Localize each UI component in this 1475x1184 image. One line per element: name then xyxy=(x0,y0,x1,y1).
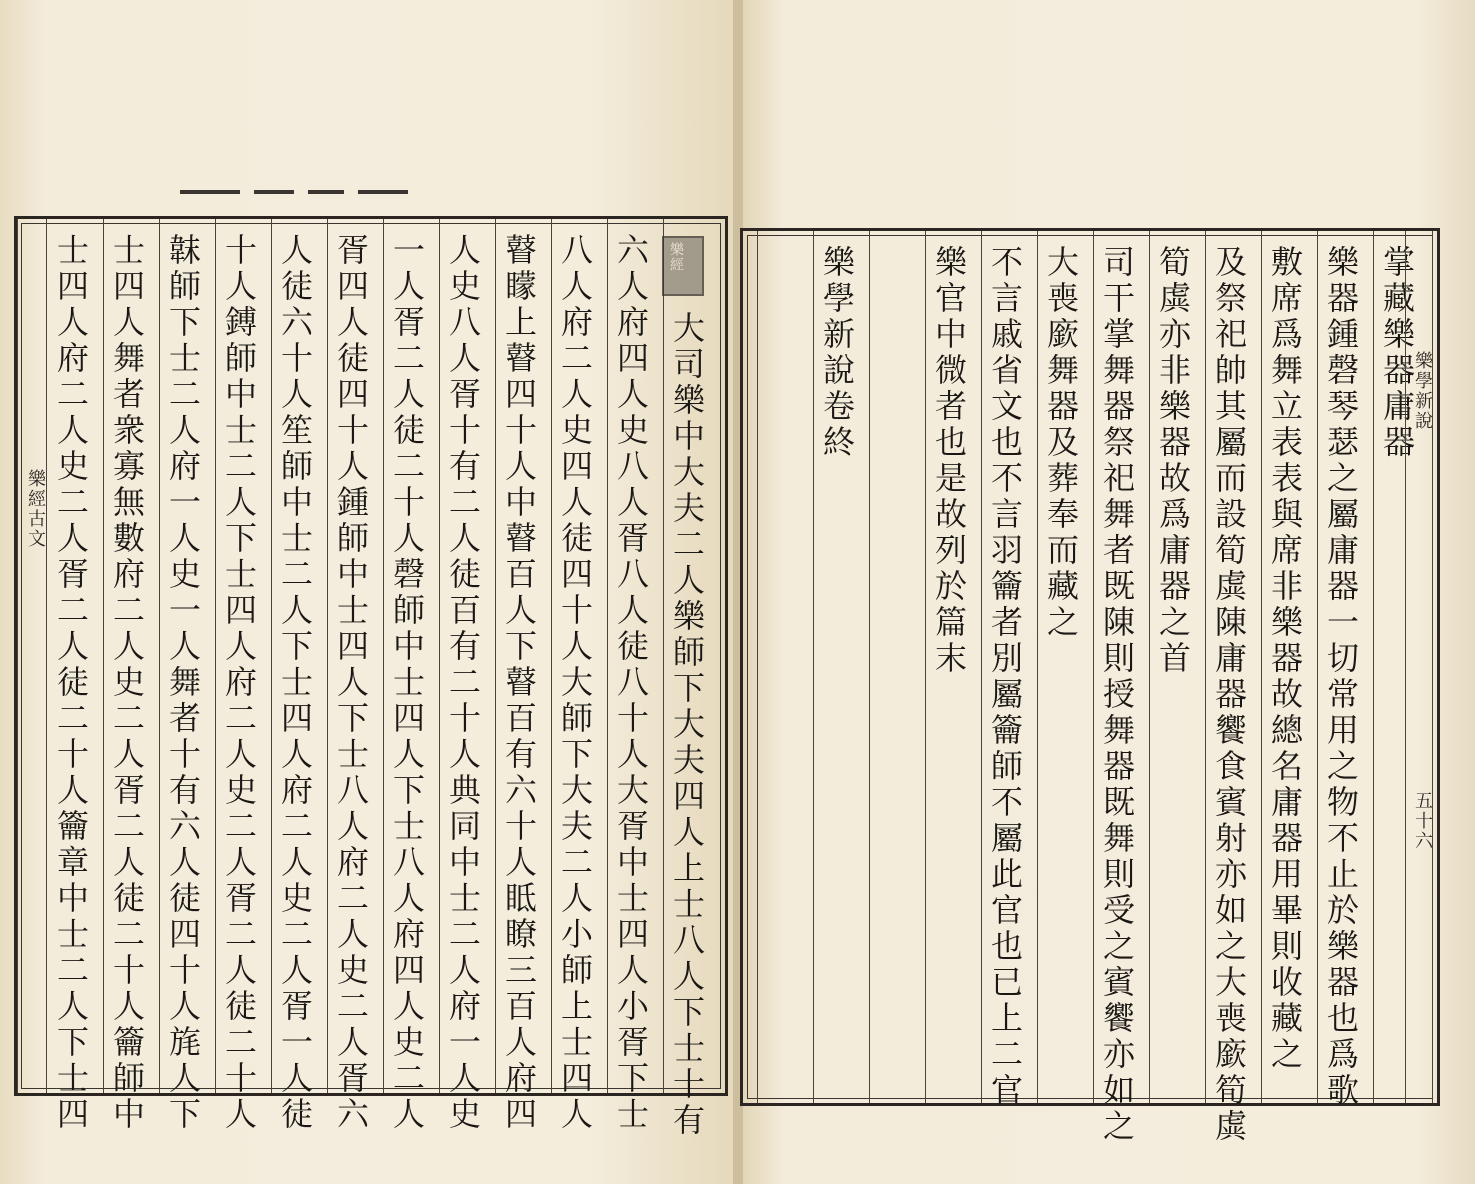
library-seal-stamp: 樂經 xyxy=(662,236,704,296)
column-rule xyxy=(1149,231,1150,1103)
column-rule xyxy=(159,219,160,1093)
right-column-8: 不言戚省文也不言羽籥者別屬籥師不屬此官也已上二官 xyxy=(986,245,1024,1109)
column-rule xyxy=(607,219,608,1093)
left-column-2: 六人府四人史八人胥八人徒八十人大胥中士四人小胥下士 xyxy=(612,233,650,1133)
column-rule xyxy=(495,219,496,1093)
column-rule xyxy=(327,219,328,1093)
left-column-11: 士四人舞者衆寡無數府二人史二人胥二人徒二十人籥師中 xyxy=(108,233,146,1133)
column-rule xyxy=(1317,231,1318,1103)
column-rule xyxy=(383,219,384,1093)
column-rule xyxy=(981,231,982,1103)
left-column-5: 人史八人胥十有二人徒百有二十人典同中士二人府一人史 xyxy=(444,233,482,1133)
column-rule xyxy=(1093,231,1094,1103)
left-column-9: 十人鎛師中士二人下士四人府二人史二人胥二人徒二十人 xyxy=(220,233,258,1133)
left-column-7: 胥四人徒四十人鍾師中士四人下士八人府二人史二人胥六 xyxy=(332,233,370,1133)
right-fold-page-number: 五十六 xyxy=(1412,791,1433,851)
right-text-frame xyxy=(740,228,1440,1145)
column-rule xyxy=(439,219,440,1093)
right-column-9: 樂官中微者也是故列於篇末 xyxy=(930,245,968,677)
column-rule xyxy=(757,231,758,1103)
right-column-5: 筍虡亦非樂器故爲庸器之首 xyxy=(1154,245,1192,677)
left-fold-label: 樂經古文 xyxy=(25,469,46,549)
left-column-8: 人徒六十人笙師中士二人下士四人府二人史二人胥一人徒 xyxy=(276,233,314,1133)
left-column-1: 大司樂中大夫二人樂師下大夫四人上士八人下士十有 xyxy=(668,311,706,1139)
column-rule xyxy=(215,219,216,1093)
column-rule xyxy=(813,231,814,1103)
left-text-frame xyxy=(14,216,728,1139)
right-column-3: 敷席爲舞立表表與席非樂器故總名庸器用畢則收藏之 xyxy=(1266,245,1304,1073)
left-fold-strip xyxy=(17,219,47,1093)
column-rule xyxy=(869,231,870,1103)
left-column-12: 士四人府二人史二人胥二人徒二十人籥章中士二人下士四 xyxy=(52,233,90,1133)
right-fold-label: 樂學新說 xyxy=(1412,351,1433,431)
left-column-3: 八人府二人史四人徒四十人大師下大夫二人小師上士四人 xyxy=(556,233,594,1133)
left-column-6: 一人胥二人徒二十人磬師中士四人下士八人府四人史二人 xyxy=(388,233,426,1133)
right-column-7: 大喪廞舞器及葬奉而藏之 xyxy=(1042,245,1080,641)
right-column-1: 掌藏樂器庸器 xyxy=(1378,245,1416,461)
column-rule xyxy=(1205,231,1206,1103)
column-rule xyxy=(1261,231,1262,1103)
top-ink-marks xyxy=(180,181,480,191)
column-rule xyxy=(663,219,664,1093)
left-column-10: 韎師下士二人府一人史一人舞者十有六人徒四十人旄人下 xyxy=(164,233,202,1133)
right-fold-strip xyxy=(1405,231,1433,1103)
left-column-4: 瞽矇上瞽四十人中瞽百人下瞽百有六十人眡瞭三百人府四 xyxy=(500,233,538,1133)
column-rule xyxy=(103,219,104,1093)
right-column-6: 司干掌舞器祭祀舞者既陳則授舞器既舞則受之賓饗亦如之 xyxy=(1098,245,1136,1145)
column-rule xyxy=(271,219,272,1093)
right-column-2: 樂器鍾磬琴瑟之屬庸器一切常用之物不止於樂器也爲歌 xyxy=(1322,245,1360,1109)
column-rule xyxy=(551,219,552,1093)
right-column-4: 及祭祀帥其屬而設筍虡陳庸器饗食賓射亦如之大喪廞筍虡 xyxy=(1210,245,1248,1145)
column-rule xyxy=(925,231,926,1103)
column-rule xyxy=(1037,231,1038,1103)
right-column-11: 樂學新說卷終 xyxy=(818,245,856,461)
column-rule xyxy=(1373,231,1374,1103)
